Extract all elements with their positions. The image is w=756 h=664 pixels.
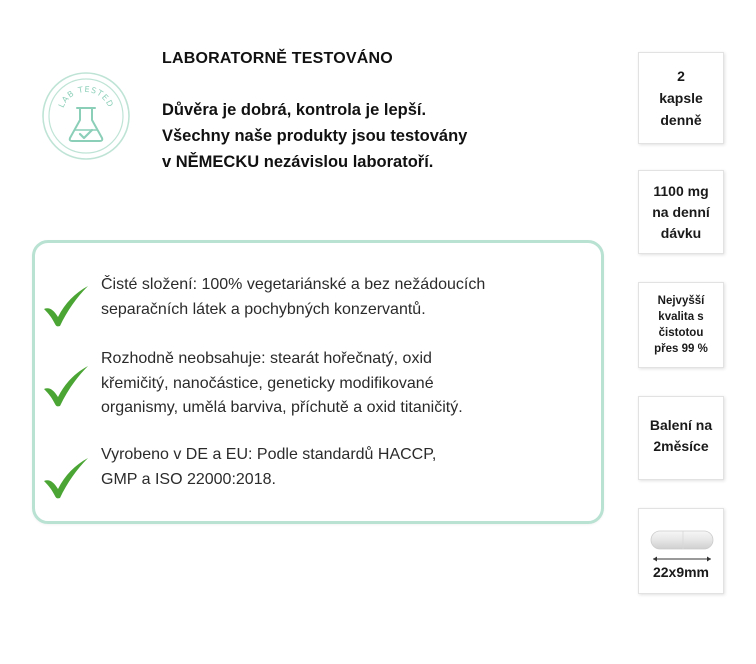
feature-line: Rozhodně neobsahuje: stearát hořečnatý, oxid [101, 350, 432, 367]
info-card-capsule-size [638, 508, 724, 594]
lab-tested-description [162, 97, 582, 175]
capsule-size-label: 22x9mm [652, 564, 710, 580]
info-card-purity [638, 282, 724, 368]
info-card-package [638, 396, 724, 480]
checkmark-icon [41, 283, 91, 329]
info-card-daily-capsules [638, 52, 724, 144]
checkmark-icon [41, 363, 91, 409]
feature-text [101, 347, 597, 421]
card-line: Balení na [649, 417, 713, 433]
feature-text [101, 443, 597, 492]
description-line: v NĚMECKU nezávislou laboratoří. [162, 153, 434, 171]
features-panel [32, 240, 604, 524]
card-line: 2měsíce [653, 438, 709, 454]
card-line: 2 [677, 68, 685, 84]
lab-tested-badge [40, 70, 132, 162]
svg-text:LAB TESTED [57, 85, 115, 109]
card-line: čistotou [658, 327, 704, 339]
description-line: Všechny naše produkty jsou testovány [162, 127, 468, 145]
feature-line: organismy, umělá barviva, příchutě a oxid titaničitý. [101, 399, 463, 416]
lab-tested-title: LABORATORNĚ TESTOVÁNO [162, 50, 393, 67]
feature-line: separačních látek a pochybných konzervantů. [101, 300, 426, 318]
checkmark-icon [41, 455, 91, 501]
flask-check-icon [40, 70, 132, 162]
capsule-icon [639, 509, 725, 565]
feature-text [101, 273, 597, 322]
card-line: 1100 mg [653, 182, 709, 199]
description-line: Důvěra je dobrá, kontrola je lepší. [162, 101, 427, 119]
card-line: kapsle [659, 90, 703, 106]
info-card-daily-dose [638, 170, 724, 254]
card-line: Nejvyšší [657, 295, 705, 307]
feature-line: Čisté složení: 100% vegetariánské a bez nežádoucích [101, 276, 486, 293]
feature-line: křemičitý, nanočástice, geneticky modifikované [101, 374, 434, 392]
card-line: denně [660, 112, 702, 128]
card-line: kvalita s [658, 311, 704, 323]
feature-line: Vyrobeno v DE a EU: Podle standardů HACCP, [101, 446, 437, 463]
badge-label: LAB TESTED [56, 84, 116, 110]
card-line: dávku [660, 224, 702, 241]
feature-line: GMP a ISO 22000:2018. [101, 470, 276, 488]
card-line: přes 99 % [654, 343, 708, 355]
card-line: na denní [652, 203, 710, 220]
